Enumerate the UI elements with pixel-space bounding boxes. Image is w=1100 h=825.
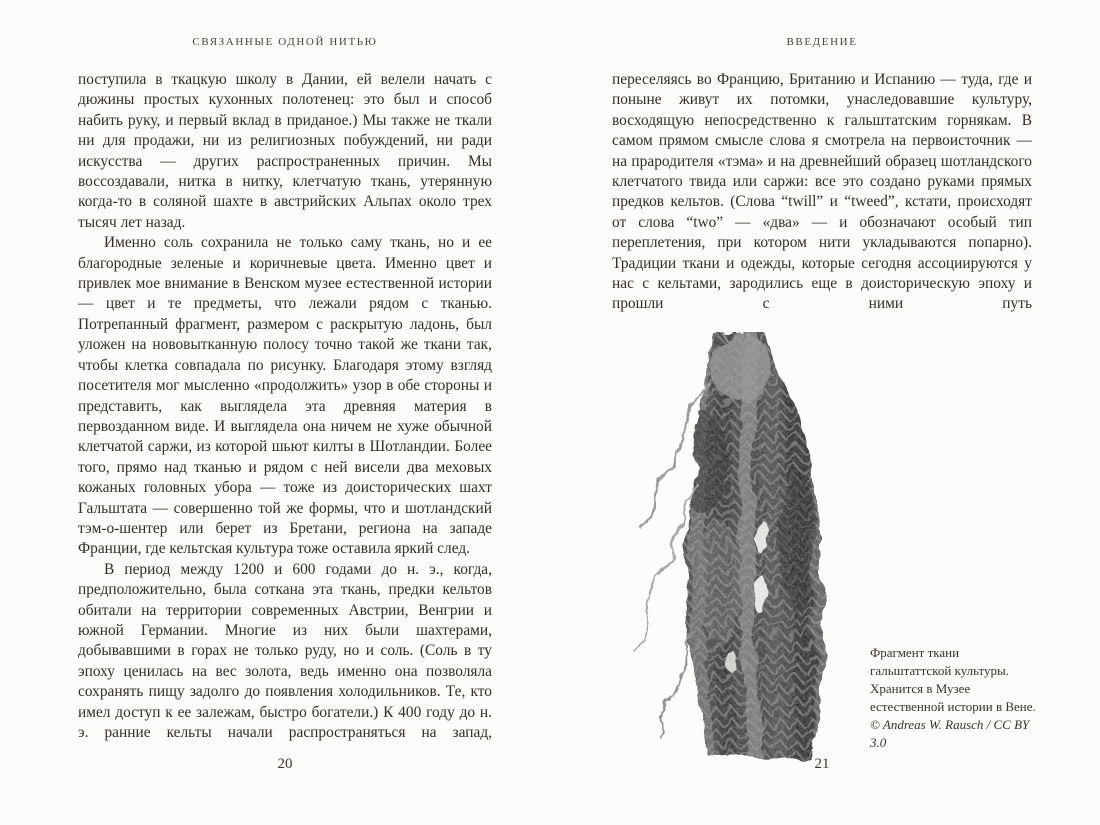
left-page-text-column [78, 70, 492, 743]
figure-credit: © Andreas W. Rausch / CC BY 3.0 [870, 717, 1030, 750]
body-paragraph: поступила в ткацкую школу в Дании, ей велели начать с дюжины простых кухонных полотенец: это был и способ набить руку, и первый вклад в приданое.) Мы также не ткали ни для продажи, ни из религиозных побуждений, ни ради искусства — других распространенных причин. Мы воссоздавали, нитка в нитку, клетчатую ткань, утерянную когда-то в соляной шахте в австрийских Альпах около трех тысяч лет назад. [78, 71, 492, 231]
body-paragraph: переселяясь во Францию, Британию и Испанию — туда, где и поныне живут их потомки, унаследовавшие культуру, восходящую непосредственно к гальштатским горнякам. В самом прямом смысле слова я смотрела на первоисточник — на прародителя «тэма» и на древнейший образец шотландского клетчатого твида или саржи: все это создано руками прямых предков кельтов. (Слова “twill” и “tweed”, кстати, происходят от слова “two” — «два» — и обозначают особый тип переплетения, при котором нити укладываются попарно). Традиции ткани и одежды, которые сегодня ассоциируются у нас с кельтами, зародились еще в доисторическую эпоху и прошли с ними путь [612, 71, 1032, 313]
figure-textile-fragment [612, 332, 1036, 762]
page-number-right: 21 [814, 756, 830, 772]
body-paragraph: В период между 1200 и 600 годами до н. э., когда, предположительно, была соткана эта ткань, предки кельтов обитали на территории современных Австрии, Венгрии и южной Германии. Многие из них были шахтерами, добывавшими в горах не только руду, но и соль. (Соль в ту эпоху ценилась на вес золота, ведь именно она позволяла сохранять пищу задолго до появления холодильников. Те, кто имел доступ к ее залежам, быстро богатели.) К 400 году до н. э. ранние кельты начали распространяться на запад, [78, 560, 492, 741]
page-number-left: 20 [277, 756, 293, 772]
body-paragraph: Именно соль сохранила не только саму ткань, но и ее благородные зеленые и коричневые цвета. Именно цвет и привлек мое внимание в Венском музее естественной истории — цвет и те предметы, что лежали рядом с тканью. Потрепанный фрагмент, размером с раскрытую ладонь, был уложен на нововытканную полосу точно такой же ткани так, чтобы клетка совпадала по рисунку. Благодаря этому взгляд посетителя мог мысленно «продолжить» узор в обе стороны и представить, как выглядела эта древняя материя в первозданном виде. И выглядела она ничем не хуже обычной клетчатой саржи, из которой шьют килты в Шотландии. Более того, прямо над тканью и рядом с ней висели два меховых кожаных головных убора — тоже из доисторических шахт Гальштата — совершенно той же формы, что и шотландский тэм-о-шентер или берет из Бретани, региона на западе Франции, где кельтская культура тоже оставила яркий след. [78, 234, 492, 558]
running-head-left: СВЯЗАННЫЕ ОДНОЙ НИТЬЮ [192, 36, 378, 48]
right-page-text-column [612, 70, 1032, 315]
figure-caption [870, 644, 1038, 752]
running-head-right: ВВЕДЕНИЕ [786, 36, 858, 48]
textile-photo [612, 332, 860, 762]
figure-caption-text: Фрагмент ткани гальштаттской культуры. Хранится в Музее естественной истории в Вене. [870, 645, 1036, 714]
